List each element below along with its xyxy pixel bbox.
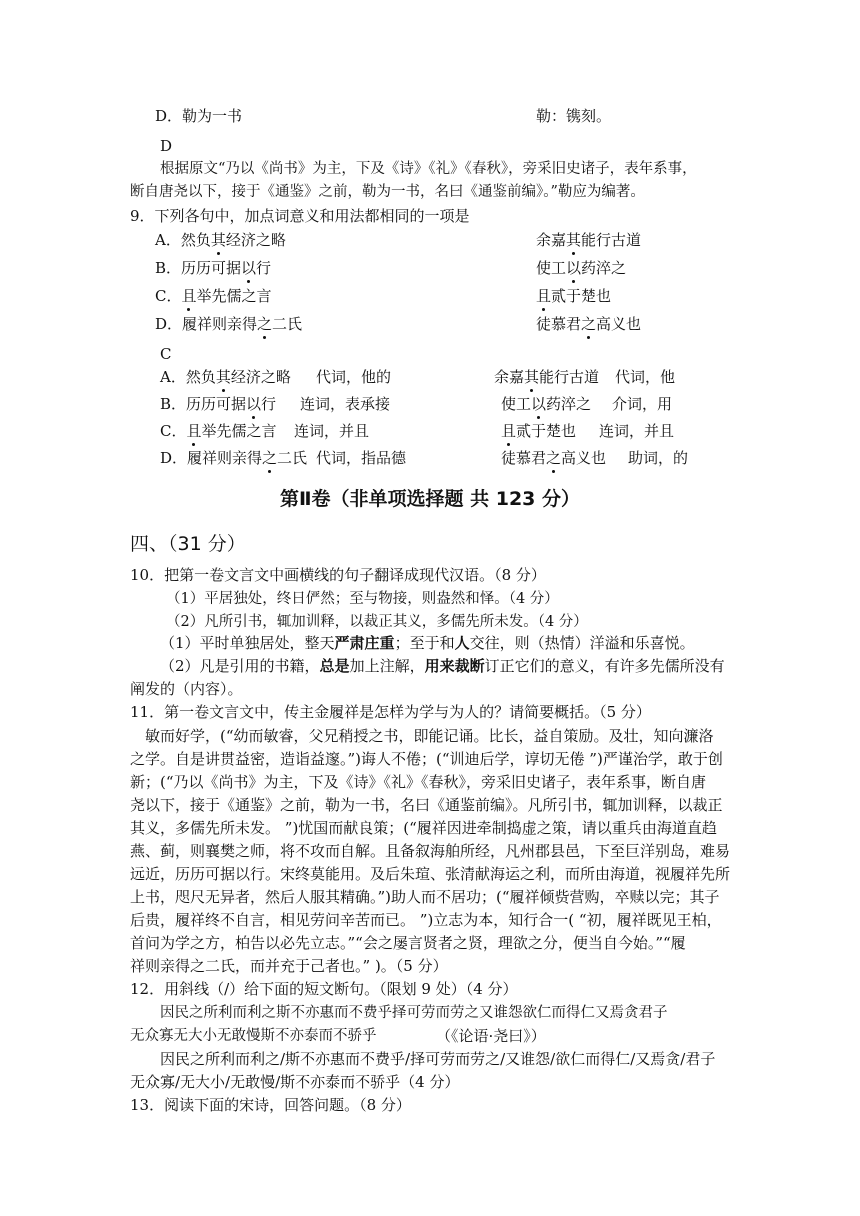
emphasis-dot-word: 以 bbox=[531, 395, 547, 413]
q10-sentence-1: （1）平居独处，终日俨然；至与物接，则盎然和怿。（4 分） bbox=[166, 591, 559, 607]
part-two-title: 第Ⅱ卷（非单项选择题 共 123 分） bbox=[279, 488, 581, 510]
q9-option-c-right: 且贰于楚也 bbox=[536, 287, 612, 305]
q9-analysis-c-right-meaning: 连词，并且 bbox=[599, 422, 675, 440]
emphasis-dot-word: 其 bbox=[566, 231, 582, 249]
q9-answer: C bbox=[160, 345, 172, 363]
q12-answer-line-2: 无众寡/无大小/无敢慢/斯不亦泰而不骄乎（4 分） bbox=[130, 1073, 460, 1091]
q9-option-c-left: C．且举先儒之言 bbox=[155, 287, 272, 305]
q8-explanation-line-1: 根据原文“乃以《尚书》为主，下及《诗》《礼》《春秋》，旁采旧史诸子，表年系事， bbox=[160, 161, 697, 177]
emphasis-dot-word: 之 bbox=[546, 449, 562, 467]
q11-answer-line: 上书，咫尺无异者，然后人服其精确。”)助人而不居功；(“履祥倾赀营购，卒赎以完；其子 bbox=[130, 888, 720, 906]
q9-option-a-right: 余嘉其能行古道 bbox=[536, 231, 642, 249]
q11-answer-line: 燕、蓟，则襄樊之师，将不攻而自解。且备叙海舶所经，凡州郡县邑，下至巨洋别岛，难易 bbox=[130, 842, 731, 860]
emphasis-dot-word: 其 bbox=[215, 368, 231, 386]
emphasis-dot-word: 且 bbox=[536, 287, 552, 305]
q10-stem: 10．把第一卷文言文中画横线的句子翻译成现代汉语。（8 分） bbox=[130, 566, 546, 584]
q9-analysis-b-left: B．历历可据以行 bbox=[160, 395, 277, 413]
q9-analysis-c-left: C．且举先儒之言 bbox=[160, 422, 277, 440]
q10-answer-2: （2）凡是引用的书籍，总是加上注解，用来裁断订正它们的意义，有许多先儒所没有 bbox=[160, 657, 725, 675]
q9-analysis-d-right-meaning: 助词，的 bbox=[628, 449, 689, 467]
q9-analysis-a-left: A．然负其经济之略 bbox=[160, 368, 291, 386]
q9-option-b-right: 使工以药淬之 bbox=[536, 259, 627, 277]
q10-sentence-2: （2）凡所引书，辄加训释，以裁正其义，多儒先所未发。（4 分） bbox=[166, 614, 588, 630]
q9-analysis-a-left-meaning: 代词，他的 bbox=[316, 368, 392, 386]
q12-source: （《论语·尧曰》） bbox=[436, 1027, 546, 1045]
q11-answer-line: 其义，多儒先所未发。 ”)忧国而献良策；(“履祥因进牵制捣虚之策，请以重兵由海道直趋 bbox=[130, 819, 717, 837]
q11-answer-line: 首问为学之方，柏告以必先立志。”“会之屡言贤者之贤，理欲之分，便当自今始。”“履 bbox=[130, 934, 686, 952]
q9-analysis-c-left-meaning: 连词，并且 bbox=[294, 422, 370, 440]
q10-answer-2-continued: 阐发的（内容）。 bbox=[130, 680, 243, 698]
q11-answer-line: 后贵，履祥终不自言，相见劳问辛苦而已。 ”)立志为本，知行合一( “初，履祥既见王柏， bbox=[130, 911, 722, 929]
q9-option-d-right: 徒慕君之高义也 bbox=[536, 315, 642, 333]
q9-analysis-d-left-meaning: 代词，指品德 bbox=[316, 449, 407, 467]
q9-stem: 9．下列各句中，加点词意义和用法都相同的一项是 bbox=[130, 207, 470, 225]
q9-analysis-b-left-meaning: 连词，表承接 bbox=[300, 395, 391, 413]
q9-analysis-c-right: 且贰于楚也 bbox=[501, 422, 577, 440]
q11-answer-line: 之学。自是讲贯益密，造诣益邃。”)诲人不倦；(“训迪后学，谆切无倦 ”)严谨治学，敢于创 bbox=[130, 750, 723, 768]
emphasis-dot-word: 以 bbox=[246, 395, 262, 413]
q9-option-d-left: D．履祥则亲得之二氏 bbox=[155, 315, 303, 333]
q8-option-d-gloss: 勒：镌刻。 bbox=[536, 107, 612, 125]
q11-stem: 11．第一卷文言文中，传主金履祥是怎样为学与为人的？请简要概括。（5 分） bbox=[130, 703, 651, 721]
q9-analysis-d-right: 徒慕君之高义也 bbox=[501, 449, 607, 467]
emphasis-dot-word: 且 bbox=[501, 422, 517, 440]
q12-answer-line-1: 因民之所利而利之/斯不亦惠而不费乎/择可劳而劳之/又谁怨/欲仁而得仁/又焉贪/君子 bbox=[160, 1050, 716, 1068]
emphasis-dot-word: 其 bbox=[210, 231, 226, 249]
q9-analysis-d-left: D．履祥则亲得之二氏 bbox=[160, 449, 308, 467]
emphasis-dot-word: 之 bbox=[257, 315, 273, 333]
q9-analysis-b-right-meaning: 介词，用 bbox=[612, 395, 673, 413]
q11-answer-line: 新；(“乃以《尚书》为主，下及《诗》《礼》《春秋》，旁采旧史诸子，表年系事，断自唐 bbox=[130, 773, 707, 791]
emphasis-dot-word: 以 bbox=[566, 259, 582, 277]
emphasis-dot-word: 之 bbox=[262, 449, 278, 467]
emphasis-dot-word: 其 bbox=[524, 368, 540, 386]
q11-answer-line: 敏而好学，(“幼而敏睿，父兄稍授之书，即能记诵。比长，益自策励。及壮，知向濂洛 bbox=[145, 727, 714, 745]
q8-explanation-line-2: 断自唐尧以下，接于《通鉴》之前，勒为一书，名曰《通鉴前编》。”勒应为编著。 bbox=[130, 184, 645, 200]
emphasis-dot-word: 且 bbox=[186, 422, 202, 440]
q10-answer-1: （1）平时单独居处，整天严肃庄重；至于和人交往，则（热情）洋溢和乐喜悦。 bbox=[160, 634, 695, 652]
q12-text-line-2: 无众寡无大小无敢慢斯不亦泰而不骄乎 bbox=[130, 1028, 377, 1044]
q9-analysis-a-right-meaning: 代词，他 bbox=[615, 368, 676, 386]
q12-text-line-1: 因民之所利而利之斯不亦惠而不费乎择可劳而劳之又谁怨欲仁而得仁又焉贪君子 bbox=[160, 1005, 668, 1021]
q9-option-a-left: A．然负其经济之略 bbox=[155, 231, 286, 249]
q11-answer-line: 远近，历历可据以行。宋终莫能用。及后朱瑄、张清献海运之利，而所由海道，视履祥先所 bbox=[130, 865, 731, 883]
q11-answer-line: 祥则亲得之二氏，而并充于己者也。” )。（5 分） bbox=[130, 957, 448, 975]
section-four-heading: 四、（31 分） bbox=[130, 533, 246, 555]
q11-answer-line: 尧以下，接于《通鉴》之前，勒为一书，名曰《通鉴前编》。凡所引书，辄加训释，以裁正 bbox=[130, 796, 723, 814]
q8-answer: D bbox=[160, 137, 173, 155]
q8-option-d: D．勒为一书 bbox=[155, 107, 243, 125]
q9-option-b-left: B．历历可据以行 bbox=[155, 259, 272, 277]
emphasis-dot-word: 以 bbox=[241, 259, 257, 277]
q9-analysis-a-right: 余嘉其能行古道 bbox=[494, 368, 600, 386]
emphasis-dot-word: 且 bbox=[181, 287, 197, 305]
q9-analysis-b-right: 使工以药淬之 bbox=[501, 395, 592, 413]
q13-stem: 13．阅读下面的宋诗，回答问题。（8 分） bbox=[130, 1096, 411, 1114]
emphasis-dot-word: 之 bbox=[581, 315, 597, 333]
q12-stem: 12．用斜线（/）给下面的短文断句。（限划 9 处）（4 分） bbox=[130, 980, 518, 998]
